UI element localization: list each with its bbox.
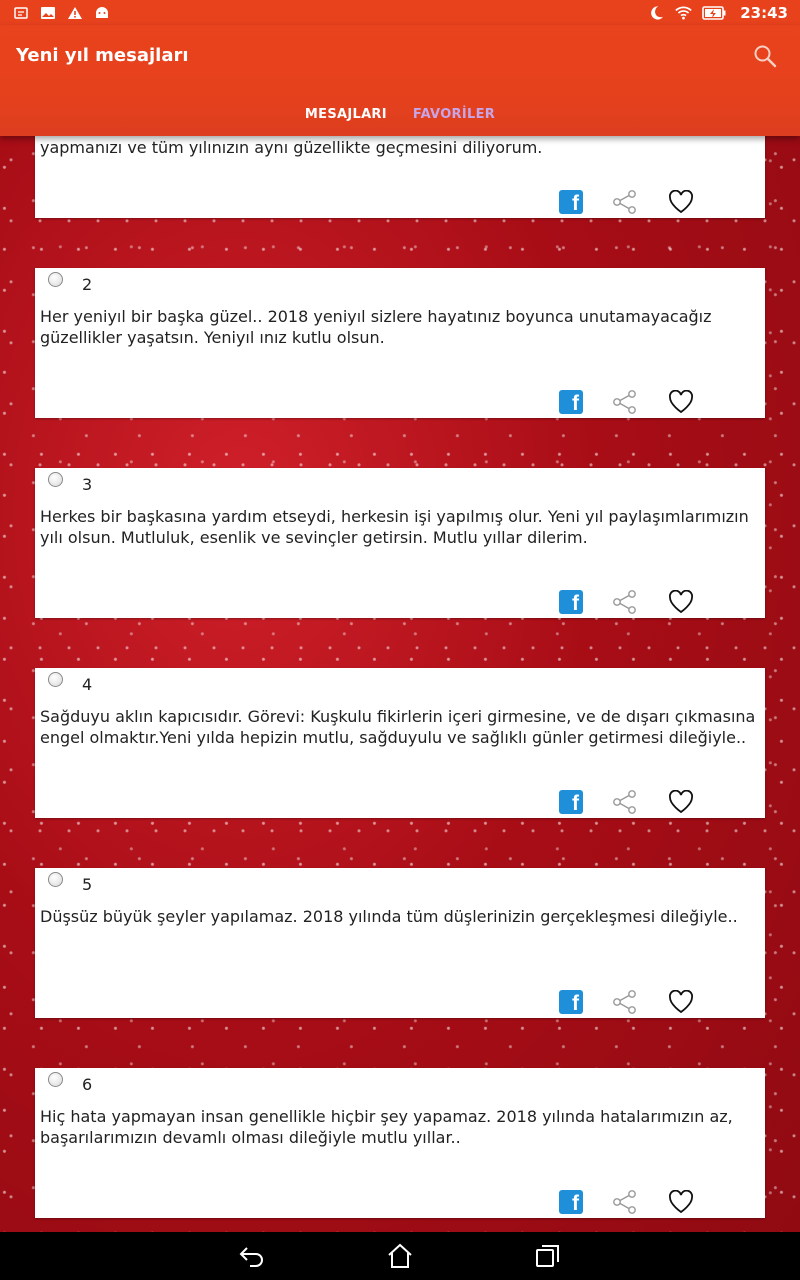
home-icon[interactable] [385, 1241, 415, 1271]
message-text: Herkes bir başkasına yardım etseydi, herkesin işi yapılmış olur. Yeni yıl paylaşımlarımızın yılı olsun. Mutluluk, esenlik ve sevinçler getirsin. Mutlu yıllar dilerim. [40, 507, 749, 547]
message-card [35, 668, 765, 818]
facebook-icon[interactable]: f [559, 790, 583, 814]
message-card [35, 268, 765, 418]
select-radio[interactable] [48, 272, 63, 287]
heart-outline-icon[interactable] [667, 188, 695, 216]
navigation-bar [0, 1232, 800, 1280]
share-icon[interactable] [611, 788, 639, 816]
heart-outline-icon[interactable] [667, 788, 695, 816]
share-icon[interactable] [611, 988, 639, 1016]
tab-favorites[interactable]: FAVORİLER [412, 107, 496, 122]
message-text: Hiç hata yapmayan insan genellikle hiçbir şey yapamaz. 2018 yılında hatalarımızın az, başarılarımızın devamlı olması dileğiyle mutlu yıllar.. [40, 1107, 733, 1147]
message-text: Sağduyu aklın kapıcısıdır. Görevi: Kuşkulu fikirlerin içeri girmesine, ve de dışarı çıkmasına engel olmaktır.Yeni yılda hepizin mutlu, sağduyulu ve sağlıklı günler getirmesi dileğiyle.. [40, 707, 756, 747]
facebook-icon[interactable]: f [559, 190, 583, 214]
message-card [35, 468, 765, 618]
heart-outline-icon[interactable] [667, 388, 695, 416]
message-number: 2 [82, 275, 93, 294]
message-card [35, 868, 765, 1018]
message-number: 3 [82, 475, 93, 494]
facebook-icon[interactable]: f [559, 390, 583, 414]
message-number: 4 [82, 675, 93, 694]
message-text: yapmanızı ve tüm yılınızın aynı güzellikte geçmesini diliyorum. [40, 138, 543, 157]
select-radio[interactable] [48, 672, 63, 687]
share-icon[interactable] [611, 388, 639, 416]
card-actions [559, 388, 695, 416]
status-bar-left [12, 4, 110, 21]
status-bar-right [648, 4, 788, 22]
select-radio[interactable] [48, 872, 63, 887]
card-actions [559, 988, 695, 1016]
message-number: 5 [82, 875, 93, 894]
battery-charging-icon [702, 4, 726, 21]
message-list[interactable] [0, 136, 800, 1232]
tab-messages[interactable]: MESAJLARI [304, 107, 387, 122]
heart-outline-icon[interactable] [667, 588, 695, 616]
status-bar [0, 0, 800, 25]
recents-icon[interactable] [533, 1241, 563, 1271]
wifi-icon [675, 4, 692, 21]
select-radio[interactable] [48, 472, 63, 487]
share-icon[interactable] [611, 588, 639, 616]
heart-outline-icon[interactable] [667, 988, 695, 1016]
facebook-icon[interactable]: f [559, 990, 583, 1014]
app-title: Yeni yıl mesajları [16, 45, 189, 66]
search-icon [753, 44, 777, 68]
app-bar [0, 25, 800, 136]
card-actions [559, 588, 695, 616]
card-actions [559, 188, 695, 216]
facebook-icon[interactable]: f [559, 590, 583, 614]
message-text: Düşsüz büyük şeyler yapılamaz. 2018 yılında tüm düşlerinizin gerçekleşmesi dileğiyle.. [40, 907, 738, 926]
image-icon [39, 4, 56, 21]
back-icon[interactable] [237, 1241, 267, 1271]
search-button[interactable] [752, 43, 778, 69]
message-text: Her yeniyıl bir başka güzel.. 2018 yeniyıl sizlere hayatınız boyunca unutamayacağız güzellikler yaşatsın. Yeniyıl ınız kutlu olsun. [40, 307, 712, 347]
message-card [35, 136, 765, 218]
status-clock: 23:43 [740, 3, 788, 22]
share-icon[interactable] [611, 188, 639, 216]
card-actions [559, 1188, 695, 1216]
card-actions [559, 788, 695, 816]
select-radio[interactable] [48, 1072, 63, 1087]
share-icon[interactable] [611, 1188, 639, 1216]
warning-icon [66, 4, 83, 21]
notification-icon [12, 4, 29, 21]
message-number: 6 [82, 1075, 93, 1094]
heart-outline-icon[interactable] [667, 1188, 695, 1216]
moon-icon [648, 4, 665, 21]
message-card [35, 1068, 765, 1218]
android-icon [93, 4, 110, 21]
tab-bar [0, 107, 800, 122]
facebook-icon[interactable]: f [559, 1190, 583, 1214]
